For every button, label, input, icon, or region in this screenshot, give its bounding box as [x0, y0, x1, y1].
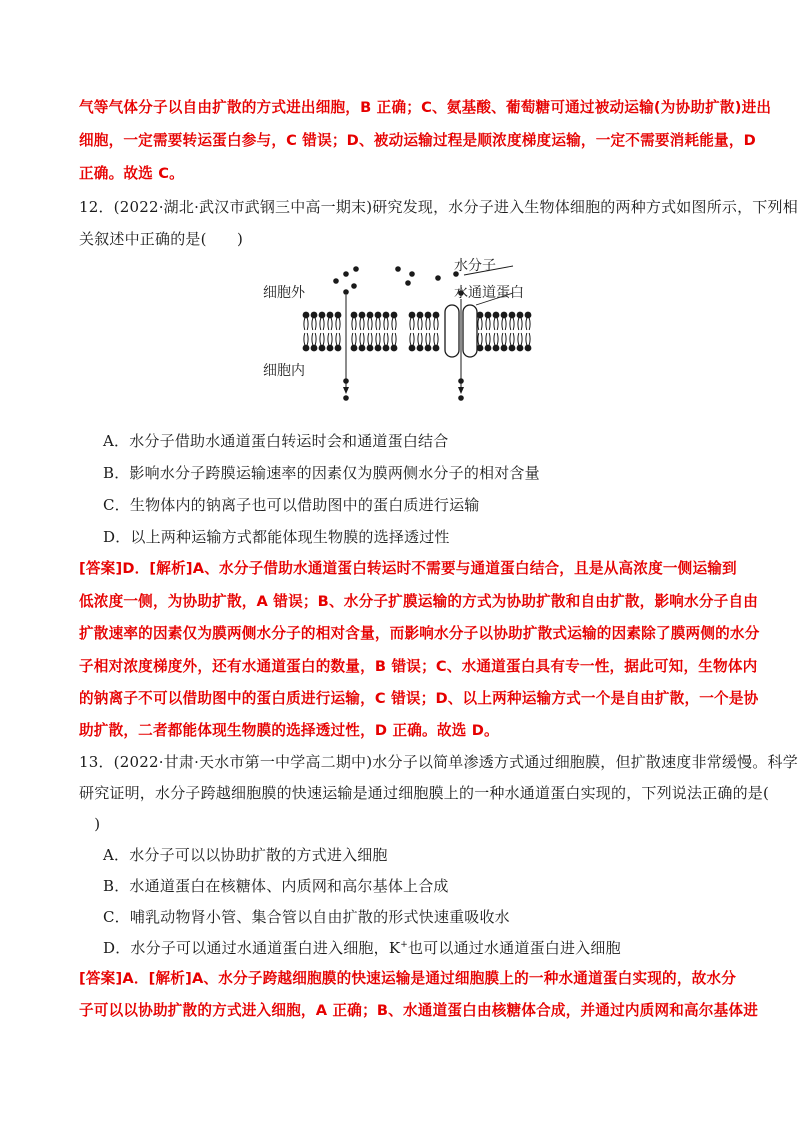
- inside-cell-label: 细胞内: [263, 363, 305, 379]
- q12-option-b: B．影响水分子跨膜运输速率的因素仅为膜两侧水分子的相对含量: [103, 464, 540, 482]
- q13-option-c: C．哺乳动物肾小管、集合管以自由扩散的形式快速重吸收水: [103, 908, 510, 926]
- water-channel-label: 水通道蛋白: [454, 285, 524, 301]
- prev-answer-line: 气等气体分子以自由扩散的方式进出细胞，B 正确；C、氨基酸、葡萄糖可通过被动运输(为协助扩散)进出: [79, 99, 772, 116]
- q13-stem-line: 13．(2022·甘肃·天水市第一中学高二期中)水分子以简单渗透方式通过细胞膜，但扩散速度非常缓慢。科学: [79, 753, 798, 771]
- water-molecules-inside: [343, 378, 464, 401]
- q12-option-c: C．生物体内的钠离子也可以借助图中的蛋白质进行运输: [103, 496, 480, 514]
- q13-option-d-after: 也可以通过水通道蛋白进入细胞: [407, 939, 621, 957]
- q13-answer-line: [答案]A．[解析]A、水分子跨越细胞膜的快速运输是通过细胞膜上的一种水通道蛋白实现的，故水分: [79, 970, 737, 987]
- potassium-superscript: +: [400, 940, 408, 950]
- q13-option-d-before: D．水分子可以通过水通道蛋白进入细胞，K: [103, 939, 401, 957]
- q12-answer-line: [答案]D．[解析]A、水分子借助水通道蛋白转运时不需要与通道蛋白结合，且是从高浓度一侧运输到: [79, 560, 737, 577]
- q13-stem-line: 研究证明，水分子跨越细胞膜的快速运输是通过细胞膜上的一种水通道蛋白实现的，下列说法正确的是(: [79, 784, 770, 802]
- membrane-diagram-svg: [258, 255, 558, 405]
- membrane-diagram: [258, 255, 558, 405]
- q12-option-d: D．以上两种运输方式都能体现生物膜的选择透过性: [103, 528, 450, 546]
- q12-stem-line: 关叙述中正确的是( ): [79, 230, 244, 248]
- q13-answer-line: 子可以以协助扩散的方式进入细胞，A 正确；B、水通道蛋白由核糖体合成，并通过内质网和高尔基体进: [79, 1002, 759, 1019]
- q12-stem-line: 12．(2022·湖北·武汉市武钢三中高一期末)研究发现，水分子进入生物体细胞的两种方式如图所示，下列相: [79, 198, 798, 216]
- q12-answer-line: 助扩散，二者都能体现生物膜的选择透过性，D 正确。故选 D。: [79, 722, 499, 739]
- water-molecules-outside: [333, 266, 464, 296]
- q12-answer-line: 扩散速率的因素仅为膜两侧水分子的相对含量，而影响水分子以协助扩散式运输的因素除了膜两侧的水分: [79, 625, 760, 642]
- outside-cell-label: 细胞外: [263, 285, 305, 301]
- water-molecule-label: 水分子: [454, 258, 496, 274]
- q12-answer-line: 的钠离子不可以借助图中的蛋白质进行运输，C 错误；D、以上两种运输方式一个是自由扩散，一个是协: [79, 690, 759, 707]
- lipid-bilayer-left: [303, 312, 398, 352]
- q12-answer-line: 子相对浓度梯度外，还有水通道蛋白的数量，B 错误；C、水通道蛋白具有专一性，据此可知，生物体内: [79, 658, 758, 675]
- q13-option-a: A．水分子可以以协助扩散的方式进入细胞: [103, 846, 388, 864]
- q13-option-b: B．水通道蛋白在核糖体、内质网和高尔基体上合成: [103, 877, 449, 895]
- q13-option-d: [103, 938, 621, 958]
- q12-answer-line: 低浓度一侧，为协助扩散，A 错误；B、水分子扩膜运输的方式为协助扩散和自由扩散，影响水分子自由: [79, 593, 759, 610]
- prev-answer-line: 细胞，一定需要转运蛋白参与，C 错误；D、被动运输过程是顺浓度梯度运输，一定不需要消耗能量，D: [79, 132, 756, 149]
- q12-option-a: A．水分子借助水通道蛋白转运时会和通道蛋白结合: [103, 432, 449, 450]
- q13-stem-line: ): [79, 815, 101, 833]
- prev-answer-line: 正确。故选 C。: [79, 165, 184, 182]
